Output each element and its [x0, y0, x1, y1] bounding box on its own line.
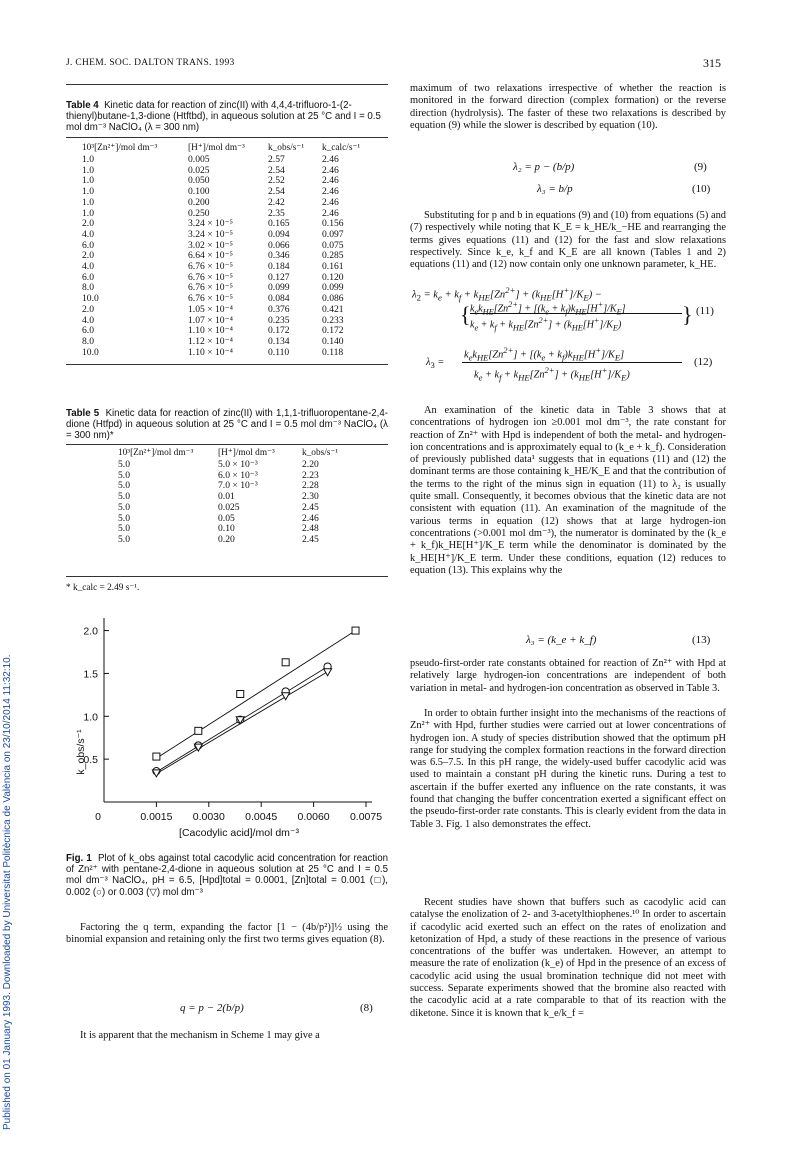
- table4-header-row: [82, 141, 382, 155]
- table4-cell: 6.0: [82, 239, 94, 251]
- table4-cell: 1.0: [82, 207, 94, 219]
- table5-bottom-rule: [66, 576, 388, 577]
- table5-row: [118, 535, 362, 546]
- table5-cell: 2.45: [302, 501, 319, 513]
- table4-cell: 4.0: [82, 314, 94, 326]
- square-marker: [195, 727, 202, 734]
- right-p3-text: An examination of the kinetic data in Table 3 shows that at concentrations of hydrogen ion ≥0.001 mol dm⁻³, the rate constant for reaction of Zn²⁺ with Hpd is independent of both the metal- and hydrogen-ion concentrations and is approximately equal to (k_e + k_f). Consideration of previously published data¹ suggests that in equations (11) and (12) the dominant terms are those containing k_HE/K_E and that the contribution of the terms to the right of the minus sign in equation (11) to λ₂ is usually quite small. Consequently, it becomes obvious that the kinetic data are not consistent with equation (11). An examination of the magnitude of the various terms in equation (12) shows that at large hydrogen-ion concentrations (>0.001 mol dm⁻³), the numerator is dominated by the (k_e + k_f)k_HE[H⁺]/K_E term while the denominator is dominated by the k_HE[H⁺]/K_E term. Under these conditions, equation (12) reduces to equation (13). This explains why the: [410, 405, 726, 576]
- table5-cell: 5.0 × 10⁻³: [218, 459, 258, 470]
- equation-11-number: (11): [696, 305, 714, 317]
- table4-cell: 8.0: [82, 282, 94, 294]
- fig1-caption-text: Plot of k_obs against total cacodylic acid concentration for reaction of Zn²⁺ with pentane-2,4-dione in aqueous solution at 25 °C and I = 0.5 mol dm⁻³ NaClO₄, pH = 6.5, [Hpd]total = 0.0001, [Zn]total = 0.001 (□), 0.002 (○) or 0.003 (▽) mol dm⁻³: [66, 853, 388, 898]
- square-marker: [237, 691, 244, 698]
- table4-row: [82, 198, 382, 209]
- table5-label: Table 5: [66, 408, 100, 419]
- table4-cell: 6.76 × 10⁻⁵: [188, 293, 233, 305]
- x-tick-label: 0: [95, 811, 101, 823]
- x-tick-label: 0.0060: [297, 811, 330, 823]
- table5-row: [118, 481, 362, 492]
- table4-cell: 0.285: [322, 250, 344, 262]
- table5-cell: 5.0: [118, 459, 130, 470]
- table5-cell: 6.0 × 10⁻³: [218, 469, 258, 481]
- table4-cell: 1.0: [82, 175, 94, 187]
- table4-cell: 0.140: [322, 335, 344, 347]
- table4: [82, 141, 382, 358]
- table4-cell: 2.46: [322, 154, 339, 165]
- table5-cell: 2.45: [302, 533, 319, 545]
- right-paragraph-6: [410, 897, 726, 1020]
- table4-cell: 1.0: [82, 154, 94, 165]
- table4-cell: 0.005: [188, 154, 210, 165]
- table5-cell: 2.23: [302, 469, 319, 481]
- table5-caption: [66, 408, 388, 442]
- table4-cell: 6.64 × 10⁻⁵: [188, 250, 233, 262]
- y-axis-label: k_obs/s⁻¹: [75, 729, 87, 775]
- left-p2-text: It is apparent that the mechanism in Scheme 1 may give a: [80, 1030, 320, 1041]
- table4-cell: 10.0: [82, 293, 99, 305]
- table5-cell: 5.0: [118, 523, 130, 535]
- table5-header-cell: k_obs/s⁻¹: [302, 448, 339, 458]
- table4-cell: 0.075: [322, 239, 344, 251]
- equation-10: λ₃ = b/p: [537, 183, 573, 195]
- page-number: 315: [703, 56, 721, 70]
- table4-cell: 6.0: [82, 325, 94, 337]
- table4-cell: 2.57: [268, 154, 285, 165]
- table4-caption-text: Kinetic data for reaction of zinc(II) with 4,4,4-trifluoro-1-(2-thienyl)butane-1,3-dione (Htftbd), in aqueous solution at 25 °C and I = 0.5 mol dm⁻³ NaClO₄ (λ = 300 nm): [66, 100, 381, 134]
- table4-cell: 0.184: [268, 261, 290, 273]
- y-tick-label: 0.5: [83, 754, 98, 767]
- table4-cell: 0.172: [268, 325, 290, 337]
- right-p6-text: Recent studies have shown that buffers such as cacodylic acid can catalyse the enolization of 2- and 3-acetylthiophenes.¹⁰ In order to ascertain if cacodylic acid exerted such an effect on the rates of enolization and ketonization of Hpd, a study of these reactions in the presence of various concentrations of the buffer was undertaken. However, an attempt to measure the rate of enolization (k_e) of Hpd in the presence of an excess of cacodylic acid using the usual bromination technique did not meet with success. Separate experiments showed that the bromine also reacted with the cacodylic acid at a rate comparable to that of its reaction with the diketone. Since it is known that k_e/k_f =: [410, 897, 726, 1019]
- x-tick-label: 0.0075: [349, 811, 383, 823]
- table5-cell: 2.30: [302, 491, 319, 503]
- y-tick-label: 1.5: [83, 668, 98, 681]
- table4-cell: 2.54: [268, 164, 285, 176]
- table4-header-cell: k_calc/s⁻¹: [322, 143, 361, 153]
- table4-cell: 2.46: [322, 164, 339, 176]
- table4-row: [82, 348, 382, 359]
- table4-header-cell: [H⁺]/mol dm⁻³: [188, 143, 245, 153]
- table4-cell: 0.025: [188, 164, 210, 176]
- table5-top-rule: [66, 444, 388, 445]
- table4-cell: 0.346: [268, 250, 290, 262]
- table4-cell: 0.118: [322, 346, 344, 358]
- x-tick-label: 0.0030: [192, 811, 225, 823]
- table4-cell: 2.46: [322, 207, 339, 219]
- square-marker: [153, 753, 160, 760]
- journal-header: J. CHEM. SOC. DALTON TRANS. 1993: [66, 58, 235, 68]
- table4-header-cell: 10³[Zn²⁺]/mol dm⁻³: [82, 143, 158, 153]
- x-tick-label: 0.0045: [245, 811, 278, 823]
- table5-cell: 5.0: [118, 469, 130, 481]
- table4-cell: 2.52: [268, 175, 285, 187]
- x-axis-label: [Cacodylic acid]/mol dm⁻³: [179, 827, 299, 839]
- table4-cell: 4.0: [82, 261, 94, 273]
- table4-cell: 0.127: [268, 271, 290, 283]
- table4-cell: 2.42: [268, 196, 285, 208]
- table4-bottom-rule: [66, 364, 388, 365]
- table4-cell: 8.0: [82, 335, 94, 347]
- right-p1-text: maximum of two relaxations irrespective of whether the reaction is monitored in the forward direction (complex formation) or the reverse direction (hydrolysis). The faster of these two relaxations is described by equation (9) while the slower is described by equation (10).: [410, 83, 726, 131]
- table5-header-cell: [H⁺]/mol dm⁻³: [218, 448, 275, 458]
- table5-cell: 0.05: [218, 512, 235, 524]
- equation-12: $\lambda_3$ = $k_ek_{HE}[Zn^{2+}] + [(k_e + k_f)k_{HE}[H^+]/K_E]$ $k_e + k_f + k_{HE}[Zn^{2+}] + (k_{HE}[H^+]/K_E)$: [426, 343, 696, 385]
- table5-row: [118, 492, 362, 503]
- table4-cell: 0.094: [268, 228, 290, 240]
- table5-cell: 0.025: [218, 501, 240, 513]
- table4-cell: 0.165: [268, 218, 290, 230]
- table5-cell: 2.28: [302, 480, 319, 492]
- right-p4-text: pseudo-first-order rate constants obtained for reaction of Zn²⁺ with Hpd at relatively large hydrogen-ion concentrations are independent of both variation in metal- and hydrogen-ion concentration as observed in Table 3.: [410, 658, 726, 694]
- table4-cell: 0.120: [322, 271, 344, 283]
- table4-cell: 2.35: [268, 207, 285, 219]
- table5-cell: 5.0: [118, 533, 130, 545]
- equation-8: q = p − 2(b/p): [180, 1002, 244, 1014]
- left-paragraph-2: [66, 1030, 388, 1042]
- table4-cell: 0.421: [322, 303, 344, 315]
- fig1-chart: [66, 612, 388, 839]
- table5-cell: 2.20: [302, 459, 319, 470]
- table4-cell: 1.05 × 10⁻⁴: [188, 303, 233, 315]
- table4-cell: 0.250: [188, 207, 210, 219]
- table4-cell: 2.46: [322, 175, 339, 187]
- table4-cell: 0.235: [268, 314, 290, 326]
- right-paragraph-2: [410, 210, 726, 271]
- download-note: [2, 52, 16, 1152]
- table4-cell: 4.0: [82, 228, 94, 240]
- table4-cell: 0.110: [268, 346, 290, 358]
- table5-cell: 0.20: [218, 533, 235, 545]
- table4-cell: 0.134: [268, 335, 290, 347]
- table5-cell: 7.0 × 10⁻³: [218, 480, 258, 492]
- table4-cell: 2.0: [82, 250, 94, 262]
- table5-caption-text: Kinetic data for reaction of zinc(II) with 1,1,1-trifluoropentane-2,4-dione (Htfpd) in aqueous solution at 25 °C and I = 0.5 mol dm⁻³ NaClO₄ (λ = 300 nm)*: [66, 408, 388, 442]
- table4-cell: 0.100: [188, 186, 210, 198]
- table4-cell: 0.086: [322, 293, 344, 305]
- table4-cell: 0.084: [268, 293, 290, 305]
- table5-row: [118, 503, 362, 514]
- table5-row: [118, 514, 362, 525]
- table4-cell: 0.161: [322, 261, 344, 273]
- fit-line: [156, 631, 355, 759]
- table4-caption: [66, 100, 388, 134]
- right-paragraph-4: [410, 658, 726, 695]
- table4-label: Table 4: [66, 100, 99, 111]
- table5-cell: 0.01: [218, 491, 235, 503]
- equation-9: λ₂ = p − (b/p): [513, 161, 575, 173]
- table4-cell: 0.099: [268, 282, 290, 294]
- right-p5-text: In order to obtain further insight into the mechanisms of the reactions of Zn²⁺ with Hpd, further studies were carried out at lower concentrations of hydrogen ion. A study of species distribution showed that the optimum pH range for studying the complex formation reactions in the forward direction was 6.5–7.5. In this pH range, the widely-used buffer cacodylic acid was used to maintain a constant pH during the kinetic runs. During a test to ascertain if the buffer exerted any influence on the rate constants, it was found that changing the buffer concentration exerted a significant effect on the pseudo-first-order rate constants. This is clearly evident from the data in Table 3. Fig. 1 also demonstrates the effect.: [410, 708, 726, 830]
- table4-cell: 1.0: [82, 196, 94, 208]
- chart-markers: [152, 627, 359, 777]
- table4-cell: 0.066: [268, 239, 290, 251]
- table4-cell: 2.0: [82, 303, 94, 315]
- right-p2-text: Substituting for p and b in equations (9) and (10) from equations (5) and (7) respectively while noting that K_E = k_HE/k_−HE and rearranging the terms gives equations (11) and (12) for the fast and slow relaxations respectively. Since k_e, k_f and K_E are all known (Tables 1 and 2) equations (11) and (12) now contain only one unknown parameter, k_HE.: [410, 210, 726, 271]
- table5-cell: 0.10: [218, 523, 235, 535]
- table4-cell: 0.097: [322, 228, 344, 240]
- equation-12-number: (12): [694, 356, 713, 368]
- square-marker: [282, 659, 289, 666]
- left-paragraph-1: [66, 922, 388, 947]
- left-p1-text: Factoring the q term, expanding the factor [1 − (4b/p²)]½ using the binomial expansion and retaining only the first two terms gives equation (8).: [66, 922, 388, 946]
- table5-footnote: * k_calc = 2.49 s⁻¹.: [66, 583, 140, 593]
- chart-ticks: [75, 626, 382, 839]
- download-note-text: Published on 01 January 1993. Downloaded by Universitat Politècnica de València on 23/10/2014 11:32:10.: [2, 654, 13, 1130]
- table4-cell: 6.76 × 10⁻⁵: [188, 282, 233, 294]
- equation-13-number: (13): [692, 634, 711, 646]
- right-paragraph-5: [410, 708, 726, 831]
- equation-8-number: (8): [360, 1002, 373, 1014]
- table5: [118, 446, 362, 546]
- table4-cell: 0.172: [322, 325, 344, 337]
- table4-row: [82, 305, 382, 316]
- triangle-marker: [324, 669, 332, 676]
- table5-row: [118, 524, 362, 535]
- table5-header-cell: 10³[Zn²⁺]/mol dm⁻³: [118, 448, 194, 458]
- fig1-caption: [66, 853, 388, 898]
- table4-cell: 3.24 × 10⁻⁵: [188, 228, 233, 240]
- table5-header-row: [118, 446, 362, 460]
- table4-header-cell: k_obs/s⁻¹: [268, 143, 305, 153]
- y-tick-label: 2.0: [83, 625, 98, 638]
- table4-cell: 1.0: [82, 186, 94, 198]
- table4-cell: 2.0: [82, 218, 94, 230]
- header-rule: [66, 84, 388, 85]
- table4-cell: 6.76 × 10⁻⁵: [188, 271, 233, 283]
- table4-cell: 1.10 × 10⁻⁴: [188, 346, 233, 358]
- table4-cell: 0.233: [322, 314, 344, 326]
- equation-11: $\lambda_2 = k_e + k_f + k_{HE}[Zn^{2+}] + (k_{HE}[H^+]/K_E)$ − { $k_ek_{HE}[Zn^{2+}] + [(k_e + k_f)k_{HE}[H^+]/K_E]$ $k_e + k_f + k_{HE}[Zn^{2+}] + (k_{HE}[H^+]/K_E)$ }: [412, 285, 693, 333]
- table4-top-rule: [66, 137, 388, 138]
- table4-cell: 1.10 × 10⁻⁴: [188, 325, 233, 337]
- chart-fit-lines: [156, 631, 355, 774]
- table4-cell: 2.46: [322, 196, 339, 208]
- table4-cell: 10.0: [82, 346, 99, 358]
- table4-cell: 0.376: [268, 303, 290, 315]
- table4-cell: 6.0: [82, 271, 94, 283]
- table4-cell: 6.76 × 10⁻⁵: [188, 261, 233, 273]
- table5-cell: 2.48: [302, 523, 319, 535]
- table4-cell: 2.54: [268, 186, 285, 198]
- table4-cell: 0.099: [322, 282, 344, 294]
- equation-9-number: (9): [694, 161, 707, 173]
- table4-cell: 1.07 × 10⁻⁴: [188, 314, 233, 326]
- table5-cell: 5.0: [118, 491, 130, 503]
- table4-cell: 3.24 × 10⁻⁵: [188, 218, 233, 230]
- x-tick-label: 0.0015: [140, 811, 173, 823]
- square-marker: [352, 627, 359, 634]
- table4-cell: 2.46: [322, 186, 339, 198]
- table4-cell: 0.200: [188, 196, 210, 208]
- right-paragraph-1: [410, 83, 726, 132]
- table5-cell: 5.0: [118, 501, 130, 513]
- equation-10-number: (10): [692, 183, 711, 195]
- table5-cell: 2.46: [302, 512, 319, 524]
- right-paragraph-3: [410, 405, 726, 577]
- table4-cell: 1.12 × 10⁻⁴: [188, 335, 233, 347]
- table4-cell: 0.050: [188, 175, 210, 187]
- table5-cell: 5.0: [118, 512, 130, 524]
- fig1-label: Fig. 1: [66, 853, 92, 864]
- table5-cell: 5.0: [118, 480, 130, 492]
- y-tick-label: 1.0: [83, 711, 98, 724]
- table4-cell: 1.0: [82, 164, 94, 176]
- equation-13: λ₃ = (k_e + k_f): [526, 634, 597, 646]
- table4-cell: 0.156: [322, 218, 344, 230]
- table4-cell: 3.02 × 10⁻⁵: [188, 239, 233, 251]
